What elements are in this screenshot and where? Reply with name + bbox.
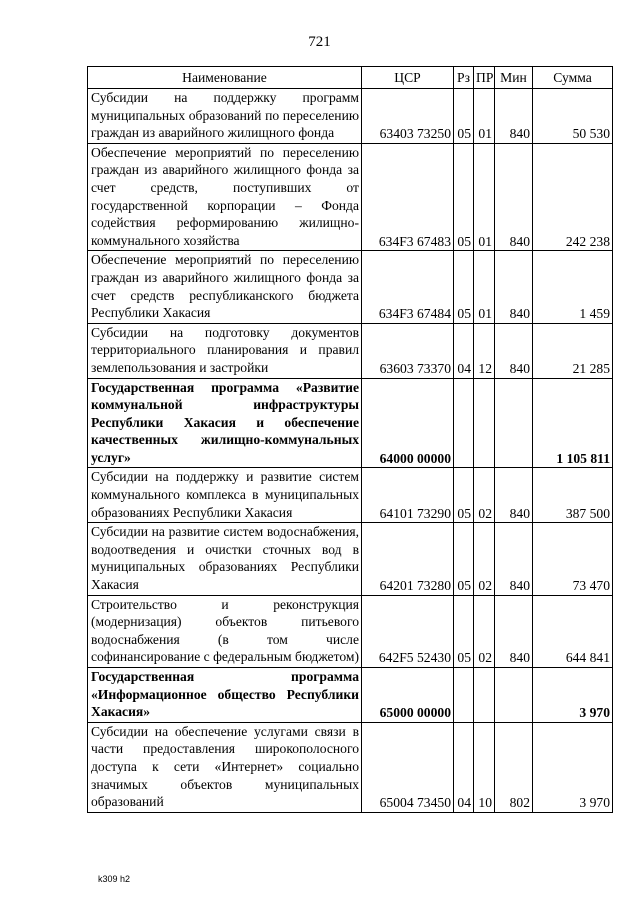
table-row <box>88 523 613 595</box>
row-min: 840 <box>495 523 533 595</box>
row-sum: 387 500 <box>533 468 613 523</box>
row-min: 802 <box>495 722 533 812</box>
row-name: Государственная программа «Информационное общество Республики Хакасия» <box>88 668 362 723</box>
table-row <box>88 595 613 667</box>
row-csr: 64201 73280 <box>362 523 454 595</box>
table-row <box>88 143 613 251</box>
row-sum: 242 238 <box>533 143 613 251</box>
row-min: 840 <box>495 143 533 251</box>
row-name: Государственная программа «Развитие коммунальной инфраструктуры Республики Хакасия и обеспечение качественных жилищно-коммунальных услуг» <box>88 378 362 468</box>
row-rz: 05 <box>454 595 474 667</box>
row-min: 840 <box>495 468 533 523</box>
row-sum: 21 285 <box>533 323 613 378</box>
row-csr: 65004 73450 <box>362 722 454 812</box>
row-rz: 05 <box>454 89 474 144</box>
row-sum: 644 841 <box>533 595 613 667</box>
row-pr: 02 <box>474 523 495 595</box>
table-header-row <box>88 67 613 89</box>
row-min: 840 <box>495 323 533 378</box>
header-rz: Рз <box>454 67 474 89</box>
row-csr: 63603 73370 <box>362 323 454 378</box>
row-name: Субсидии на поддержку и развитие систем коммунального комплекса в муниципальных образованиях Республики Хакасия <box>88 468 362 523</box>
row-rz: 05 <box>454 523 474 595</box>
row-pr: 12 <box>474 323 495 378</box>
row-csr: 634F3 67484 <box>362 251 454 323</box>
row-csr: 64000 00000 <box>362 378 454 468</box>
page-number: 721 <box>308 34 331 50</box>
row-rz <box>454 668 474 723</box>
row-csr: 634F3 67483 <box>362 143 454 251</box>
row-name: Обеспечение мероприятий по переселению граждан из аварийного жилищного фонда за счет средств республиканского бюджета Республики Хакасия <box>88 251 362 323</box>
row-csr: 63403 73250 <box>362 89 454 144</box>
row-sum: 73 470 <box>533 523 613 595</box>
row-csr: 65000 00000 <box>362 668 454 723</box>
row-min: 840 <box>495 89 533 144</box>
row-sum: 50 530 <box>533 89 613 144</box>
row-name: Обеспечение мероприятий по переселению граждан из аварийного жилищного фонда за счет средств, поступивших от государственной корпорации – Фонда содействия реформированию жилищно-коммунального хозяйства <box>88 143 362 251</box>
row-name: Субсидии на развитие систем водоснабжения, водоотведения и очистки сточных вод в муниципальных образованиях Республики Хакасия <box>88 523 362 595</box>
row-min: 840 <box>495 595 533 667</box>
row-name: Строительство и реконструкция (модернизация) объектов питьевого водоснабжения (в том числе софинансирование с федеральным бюджетом) <box>88 595 362 667</box>
row-pr: 01 <box>474 143 495 251</box>
budget-table <box>87 66 613 813</box>
row-name: Субсидии на подготовку документов территориального планирования и правил землепользования и застройки <box>88 323 362 378</box>
row-pr: 02 <box>474 595 495 667</box>
row-pr: 01 <box>474 251 495 323</box>
header-name: Наименование <box>88 67 362 89</box>
row-rz: 04 <box>454 323 474 378</box>
program-row <box>88 378 613 468</box>
row-min: 840 <box>495 251 533 323</box>
header-sum: Сумма <box>533 67 613 89</box>
row-min <box>495 668 533 723</box>
header-pr: ПР <box>474 67 495 89</box>
row-rz: 05 <box>454 468 474 523</box>
row-min <box>495 378 533 468</box>
row-pr: 02 <box>474 468 495 523</box>
row-sum: 1 459 <box>533 251 613 323</box>
header-min: Мин <box>495 67 533 89</box>
program-row <box>88 668 613 723</box>
row-csr: 64101 73290 <box>362 468 454 523</box>
table-row <box>88 323 613 378</box>
row-rz <box>454 378 474 468</box>
table-row <box>88 468 613 523</box>
table-row <box>88 89 613 144</box>
row-sum: 3 970 <box>533 722 613 812</box>
row-sum: 3 970 <box>533 668 613 723</box>
row-pr <box>474 378 495 468</box>
footer-code: k309 h2 <box>98 874 131 884</box>
row-rz: 04 <box>454 722 474 812</box>
table-row <box>88 722 613 812</box>
header-csr: ЦСР <box>362 67 454 89</box>
table-row <box>88 251 613 323</box>
row-rz: 05 <box>454 251 474 323</box>
row-rz: 05 <box>454 143 474 251</box>
row-pr: 10 <box>474 722 495 812</box>
row-name: Субсидии на обеспечение услугами связи в части предоставления широкополосного доступа к сети «Интернет» социально значимых объектов муниципальных образований <box>88 722 362 812</box>
row-pr <box>474 668 495 723</box>
row-csr: 642F5 52430 <box>362 595 454 667</box>
row-sum: 1 105 811 <box>533 378 613 468</box>
row-name: Субсидии на поддержку программ муниципальных образований по переселению граждан из аварийного жилищного фонда <box>88 89 362 144</box>
row-pr: 01 <box>474 89 495 144</box>
